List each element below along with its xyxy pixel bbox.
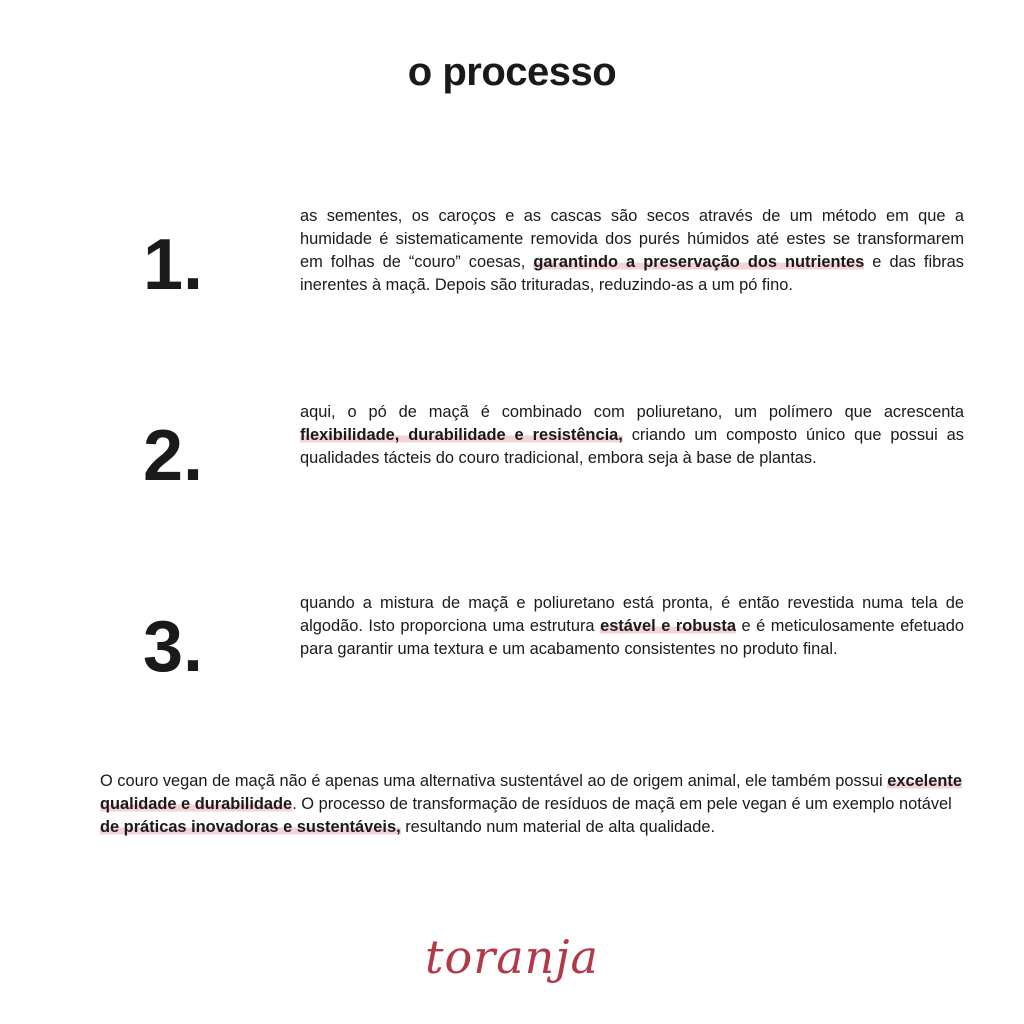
step-text [300, 592, 964, 661]
summary-text-part: O couro vegan de maçã não é apenas uma alternativa sustentável ao de origem animal, ele também possui [100, 772, 888, 790]
step-number: 2. [143, 416, 204, 496]
summary-paragraph [100, 770, 975, 839]
brand-logo [0, 930, 1024, 984]
step-number: 1. [143, 225, 204, 305]
step-text-part: quando a mistura de maçã e poliuretano está pronta, é então revestida numa tela de algodão. Isto proporciona uma estrutura [300, 594, 964, 635]
step-highlight: estável e robusta [600, 617, 736, 635]
step-text-part: e é meticulosamente efetuado para garantir uma textura e um acabamento consistentes no produto final. [300, 617, 964, 658]
step-text-part: as sementes, os caroços e as cascas são secos através de um método em que a humidade é sistematicamente removida dos purés húmidos até estes se transformarem em folhas de “couro” coesas, [300, 207, 964, 271]
page-title: o processo [407, 50, 617, 94]
step-highlight: garantindo a preservação dos nutrientes [533, 253, 865, 271]
step-highlight: flexibilidade, durabilidade e resistência, [300, 426, 623, 444]
step-text-part: criando um composto único que possui as qualidades tácteis do couro tradicional, embora seja à base de plantas. [300, 426, 964, 467]
step-number: 3. [143, 607, 204, 687]
summary-highlight: de práticas inovadoras e sustentáveis, [100, 818, 401, 836]
step-text-part: aqui, o pó de maçã é combinado com poliuretano, um polímero que acrescenta [300, 403, 964, 421]
summary-text-part: . O processo de transformação de resíduos de maçã em pele vegan é um exemplo notável [292, 795, 952, 813]
step-text [300, 205, 964, 297]
brand-logo-text: toranja [425, 930, 599, 984]
step-text [300, 401, 964, 470]
summary-highlight: excelente qualidade e durabilidade [100, 772, 962, 813]
step-text-part: e das fibras inerentes à maçã. Depois são trituradas, reduzindo-as a um pó fino. [300, 253, 964, 294]
summary-text-part: resultando num material de alta qualidade. [400, 818, 715, 836]
